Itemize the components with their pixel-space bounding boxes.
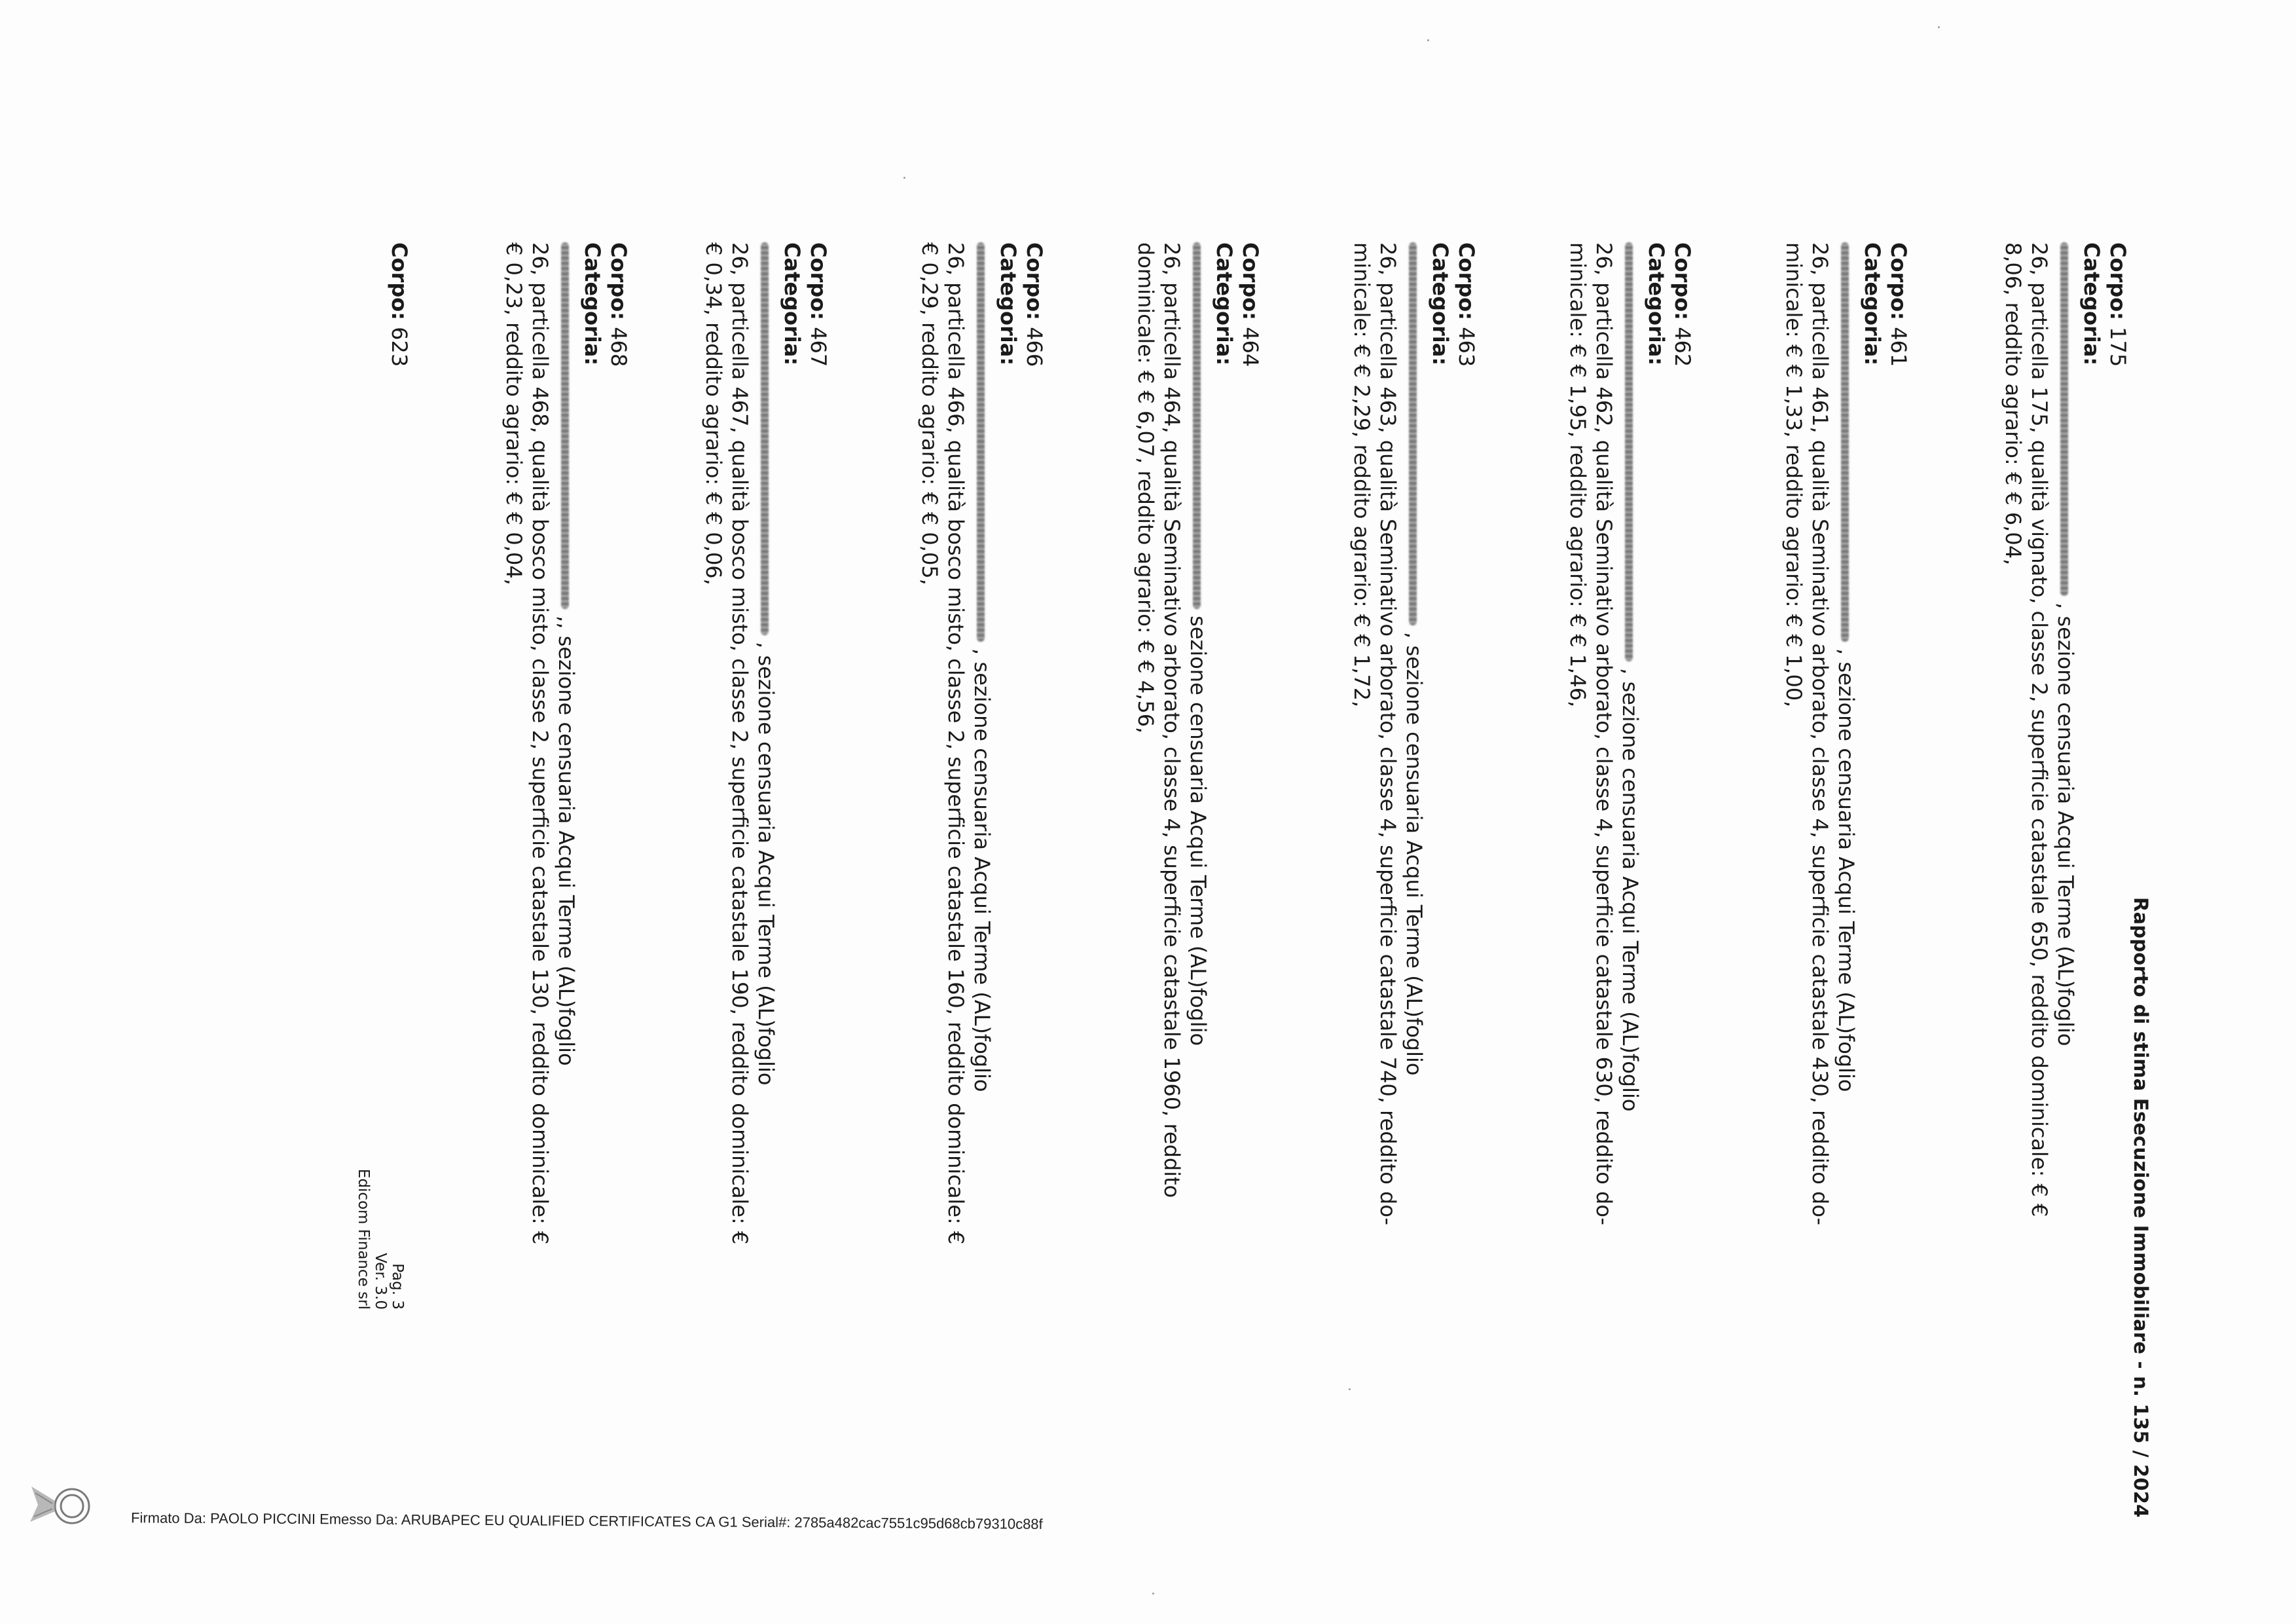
parcel-text: 26, particella 466, qualità bosco misto, classe 2, superficie catastale 160, reddito dominicale: €: [943, 242, 968, 1245]
corpo-value: 462: [1670, 327, 1695, 367]
redacted-mark: [977, 242, 985, 642]
parcel-text: 26, particella 467, qualità bosco misto, classe 2, superficie catastale 190, reddito dominicale: €: [727, 242, 752, 1245]
income-text: minicale: € € 1,33, reddito agrario: € € 1,00,: [1781, 242, 1806, 708]
corpo-label: Corpo:: [387, 242, 412, 320]
entry-corpo-175: [2000, 242, 2131, 1434]
corpo-value: 461: [1886, 327, 1911, 367]
location-text: , sezione censuaria Acqui Terme (AL)foglio: [2053, 602, 2078, 1046]
corpo-value: 467: [806, 327, 831, 367]
redacted-mark: [761, 242, 769, 635]
location-text: ,, sezione censuaria Acqui Terme (AL)foglio: [554, 616, 579, 1066]
corpo-value: 464: [1238, 327, 1263, 367]
corpo-value: 466: [1022, 327, 1047, 367]
location-text: , sezione censuaria Acqui Terme (AL)foglio: [970, 648, 994, 1092]
income-text: minicale: € € 2,29, reddito agrario: € € 1,72,: [1349, 242, 1374, 708]
parcel-text: 26, particella 175, qualità vignato, classe 2, superficie catastale 650, reddito dominicale: € €: [2027, 242, 2052, 1217]
categoria-label: Categoria:: [1644, 242, 1669, 366]
corpo-label: Corpo:: [806, 242, 831, 320]
parcel-text: 26, particella 464, qualità Seminativo arborato, classe 4, superficie catastale 1960, reddito: [1159, 242, 1184, 1198]
parcel-text: 26, particella 461, qualità Seminativo arborato, classe 4, superficie catastale 430, reddito do-: [1808, 242, 1832, 1226]
entry-corpo-464: [1133, 242, 1264, 1434]
entry-corpo-461: [1781, 242, 1912, 1434]
corpo-label: Corpo:: [606, 242, 631, 320]
redacted-mark: [1625, 242, 1633, 661]
redacted-mark: [1841, 242, 1849, 642]
company: Edicom Finance srl: [355, 1168, 372, 1310]
categoria-label: Categoria:: [996, 242, 1021, 366]
entry-corpo-462: [1565, 242, 1696, 1434]
digital-signature-line: Firmato Da: PAOLO PICCINI Emesso Da: ARUBAPEC EU QUALIFIED CERTIFICATES CA G1 Serial#: 2785a482cac7551c95d68cb79310c88f: [130, 1509, 1043, 1532]
corpo-label: Corpo:: [1454, 242, 1479, 320]
corpo-value: 468: [606, 327, 631, 367]
categoria-label: Categoria:: [1212, 242, 1237, 366]
income-text: € 0,34, reddito agrario: € € 0,06,: [701, 242, 726, 585]
scan-speck: [1152, 1593, 1154, 1595]
redacted-mark: [1409, 242, 1417, 625]
parcel-text: 26, particella 462, qualità Seminativo arborato, classe 4, superficie catastale 630, reddito do-: [1592, 242, 1616, 1226]
scan-speck: [1938, 26, 1940, 28]
corpo-label: Corpo:: [1022, 242, 1047, 320]
parcel-text: 26, particella 463, qualità Seminativo arborato, classe 4, superficie catastale 740, reddito do-: [1376, 242, 1400, 1226]
redacted-mark: [2060, 242, 2068, 596]
categoria-label: Categoria:: [2079, 242, 2104, 366]
corpo-label: Corpo:: [2105, 242, 2130, 320]
page-number: Pag. 3: [389, 1263, 406, 1310]
parcel-text: 26, particella 468, qualità bosco misto, classe 2, superficie catastale 130, reddito dominicale: €: [528, 242, 553, 1245]
corpo-value: 175: [2105, 327, 2130, 367]
version: Ver. 3.0: [372, 1253, 389, 1310]
entry-corpo-467: [701, 242, 831, 1434]
location-text: , sezione censuaria Acqui Terme (AL)foglio: [754, 642, 778, 1086]
seal-icon: [26, 1467, 105, 1545]
footer-meta: [355, 1113, 406, 1310]
income-text: 8,06, reddito agrario: € € 6,04,: [2001, 242, 2026, 566]
corpo-value: 463: [1454, 327, 1479, 367]
scan-speck: [1427, 39, 1429, 41]
categoria-label: Categoria:: [780, 242, 805, 366]
categoria-label: Categoria:: [1428, 242, 1453, 366]
categoria-label: Categoria:: [1860, 242, 1885, 366]
categoria-label: Categoria:: [580, 242, 605, 366]
corpo-value: 623: [387, 327, 412, 367]
corpo-label: Corpo:: [1670, 242, 1695, 320]
location-text: sezione censuaria Acqui Terme (AL)foglio: [1186, 616, 1211, 1046]
income-text: dominicale: € € 6,07, reddito agrario: € € 4,56,: [1133, 242, 1158, 734]
location-text: , sezione censuaria Acqui Terme (AL)foglio: [1834, 648, 1859, 1092]
income-text: minicale: € € 1,95, reddito agrario: € € 1,46,: [1565, 242, 1590, 708]
income-text: € 0,29, reddito agrario: € € 0,05,: [917, 242, 942, 585]
redacted-mark: [561, 242, 569, 609]
corpo-label: Corpo:: [1238, 242, 1263, 320]
location-text: , sezione censuaria Acqui Terme (AL)foglio: [1618, 668, 1643, 1112]
corpo-label: Corpo:: [1886, 242, 1911, 320]
scan-speck: [903, 177, 905, 179]
rotated-document: [190, 92, 2154, 1565]
scan-speck: [1349, 1388, 1351, 1390]
location-text: , sezione censuaria Acqui Terme (AL)foglio: [1402, 632, 1427, 1076]
income-text: € 0,23, reddito agrario: € € 0,04,: [501, 242, 526, 585]
entry-corpo-466: [917, 242, 1048, 1434]
entry-corpo-468: [501, 242, 632, 1434]
entry-corpo-463: [1349, 242, 1480, 1434]
report-header: Rapporto di stima Esecuzione Immobiliare - n. 135 / 2024: [2130, 897, 2152, 1518]
redacted-mark: [1193, 242, 1201, 609]
